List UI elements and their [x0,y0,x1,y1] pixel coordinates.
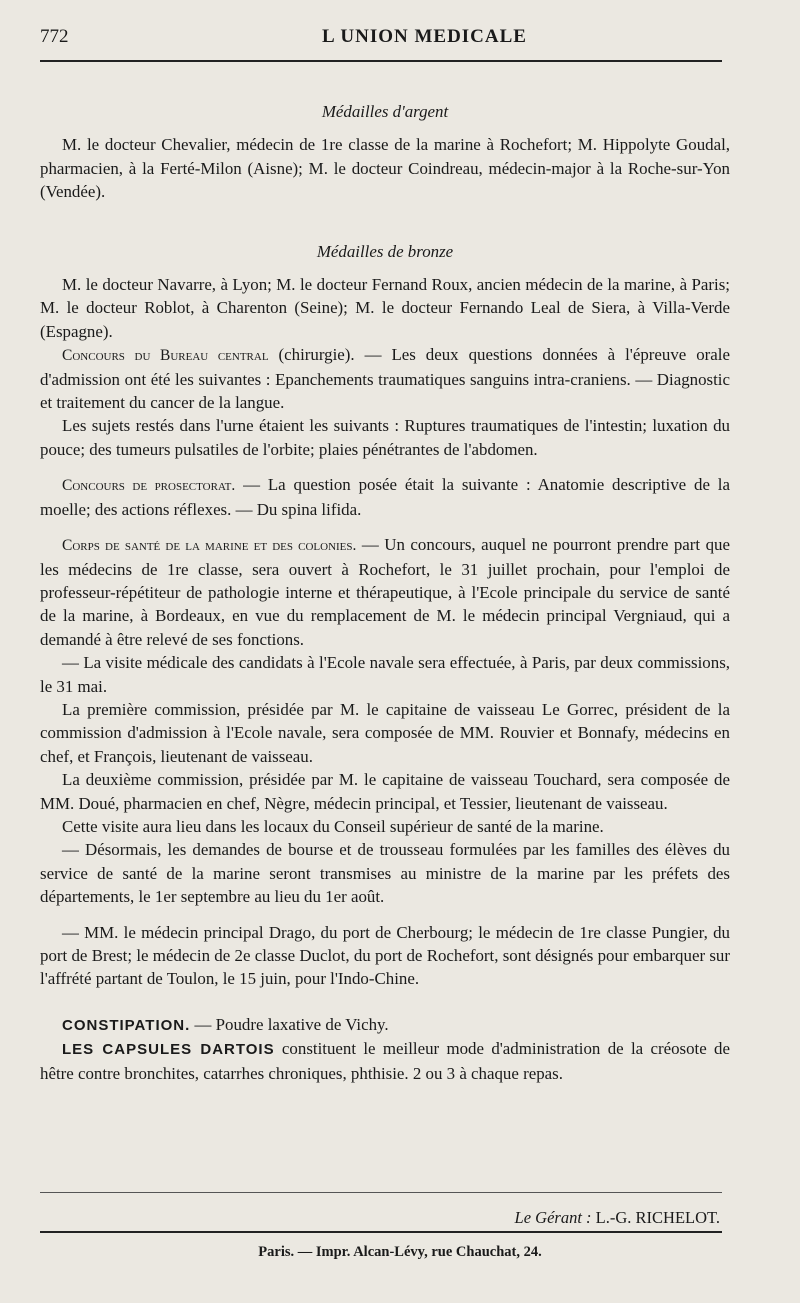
bourse-trousseau-paragraph: — Désormais, les demandes de bourse et de trousseau formulées par les familles des élèves du service de santé de la marine seront transmises au ministre de la marine par les préfets des départements, le 1er septembre au lieu du 1er août. [40,840,730,907]
signature-name: L.-G. RICHELOT. [591,1208,720,1227]
silver-medals-text: M. le docteur Chevalier, médecin de 1re classe de la marine à Rochefort; M. Hippolyte Goudal, pharmacien, à la Ferté-Milon (Aisne); M. le docteur Coindreau, médecin-major à la Roche-sur-Yon (Vendée). [40,135,730,202]
signature-label: Le Gérant : [514,1208,592,1227]
concours-bureau-subjects: Les sujets restés dans l'urne étaient les suivants : Ruptures traumatiques de l'intestin; luxation du pouce; des tumeurs pulsatiles de l'orbite; plaies pénétrantes de l'abdomen. [40,416,730,459]
signature [515,1208,720,1228]
deuxieme-commission-paragraph: La deuxième commission, présidée par M. le capitaine de vaisseau Touchard, sera composée de MM. Doué, pharmacien en chef, Nègre, médecin principal, et Tessier, lieutenant de vaisseau. [40,770,730,813]
visite-medicale-paragraph: — La visite médicale des candidats à l'Ecole navale sera effectuée, à Paris, par deux commissions, le 31 mai. [40,653,730,696]
advertisements [40,1013,730,1085]
constipation-ad [40,1013,730,1037]
visite-locaux-paragraph: Cette visite aura lieu dans les locaux du Conseil supérieur de santé de la marine. [62,816,604,836]
article-body [40,100,730,1085]
page-number: 772 [40,26,69,47]
bronze-medals-text: M. le docteur Navarre, à Lyon; M. le docteur Fernand Roux, ancien médecin de la marine, à Paris; M. le docteur Roblot, à Charenton (Seine); M. le docteur Fernando Leal de Siera, à Villa-Verde (Espagne). [40,275,730,341]
silver-medals-heading: Médailles d'argent [321,102,449,121]
concours-prosectorat-text: — La question posée était la suivante : Anatomie descriptive de la moelle; des actions réflexes. — Du spina lifida. [40,475,730,519]
footer-rule-thin [40,1192,722,1193]
page-header [40,26,722,60]
constipation-text: — Poudre laxative de Vichy. [190,1014,389,1034]
concours-bureau-text: (chirurgie). — Les deux questions données à l'épreuve orale d'admission ont été les suivantes : Epanchements traumatiques sanguins intra-craniens. — Diagnostic et traitement du cancer de la langue. [40,345,730,413]
capsules-ad [40,1037,730,1085]
concours-prosectorat-lead: Concours de prosectorat. [62,477,236,495]
footer-rule [40,1231,722,1233]
capsules-text: constituent le meilleur mode d'administration de la créosote de hêtre contre bronchites, catarrhes chroniques, phthisie. 2 ou 3 à chaque repas. [40,1039,730,1083]
header-rule [40,60,722,62]
concours-bureau-paragraph [40,343,730,414]
corps-sante-lead: Corps de santé de la marine et des colonies. [62,537,357,555]
corps-sante-text: — Un concours, auquel ne pourront prendre part que les médecins de 1re classe, sera ouvert à Rochefort, le 31 juillet prochain, pour l'emploi de professeur-répétiteur de pathologie interne et thérapeutique, à l'Ecole principale du service de santé de la marine, à Bordeaux, en vue du remplacement de M. le médecin principal Vergniaud, qui a demandé à être relevé de ses fonctions. [40,535,730,649]
printer-imprint: Paris. — Impr. Alcan-Lévy, rue Chauchat, 24. [258,1244,542,1260]
premiere-commission-paragraph: La première commission, présidée par M. le capitaine de vaisseau Le Gorrec, président de la commission d'admission à l'Ecole navale, sera composée de MM. Rouvier et Bonnafy, médecins en chef, et François, lieutenant de vaisseau. [40,699,730,766]
concours-bureau-lead: Concours du Bureau central [62,347,269,365]
journal-title: L UNION MEDICALE [322,26,527,47]
capsules-headline: LES CAPSULES DARTOIS [62,1041,275,1059]
concours-prosectorat-paragraph [40,473,730,521]
bronze-medals-heading: Médailles de bronze [316,241,454,261]
embarquement-paragraph: — MM. le médecin principal Drago, du port de Cherbourg; le médecin de 1re classe Pungier, du port de Brest; le médecin de 2e classe Duclot, du port de Rochefort, sont désignés pour embarquer sur l'affrété partant de Toulon, le 15 juin, pour l'Indo-Chine. [40,922,730,989]
corps-sante-paragraph [40,533,730,651]
constipation-headline: CONSTIPATION. [62,1016,191,1034]
